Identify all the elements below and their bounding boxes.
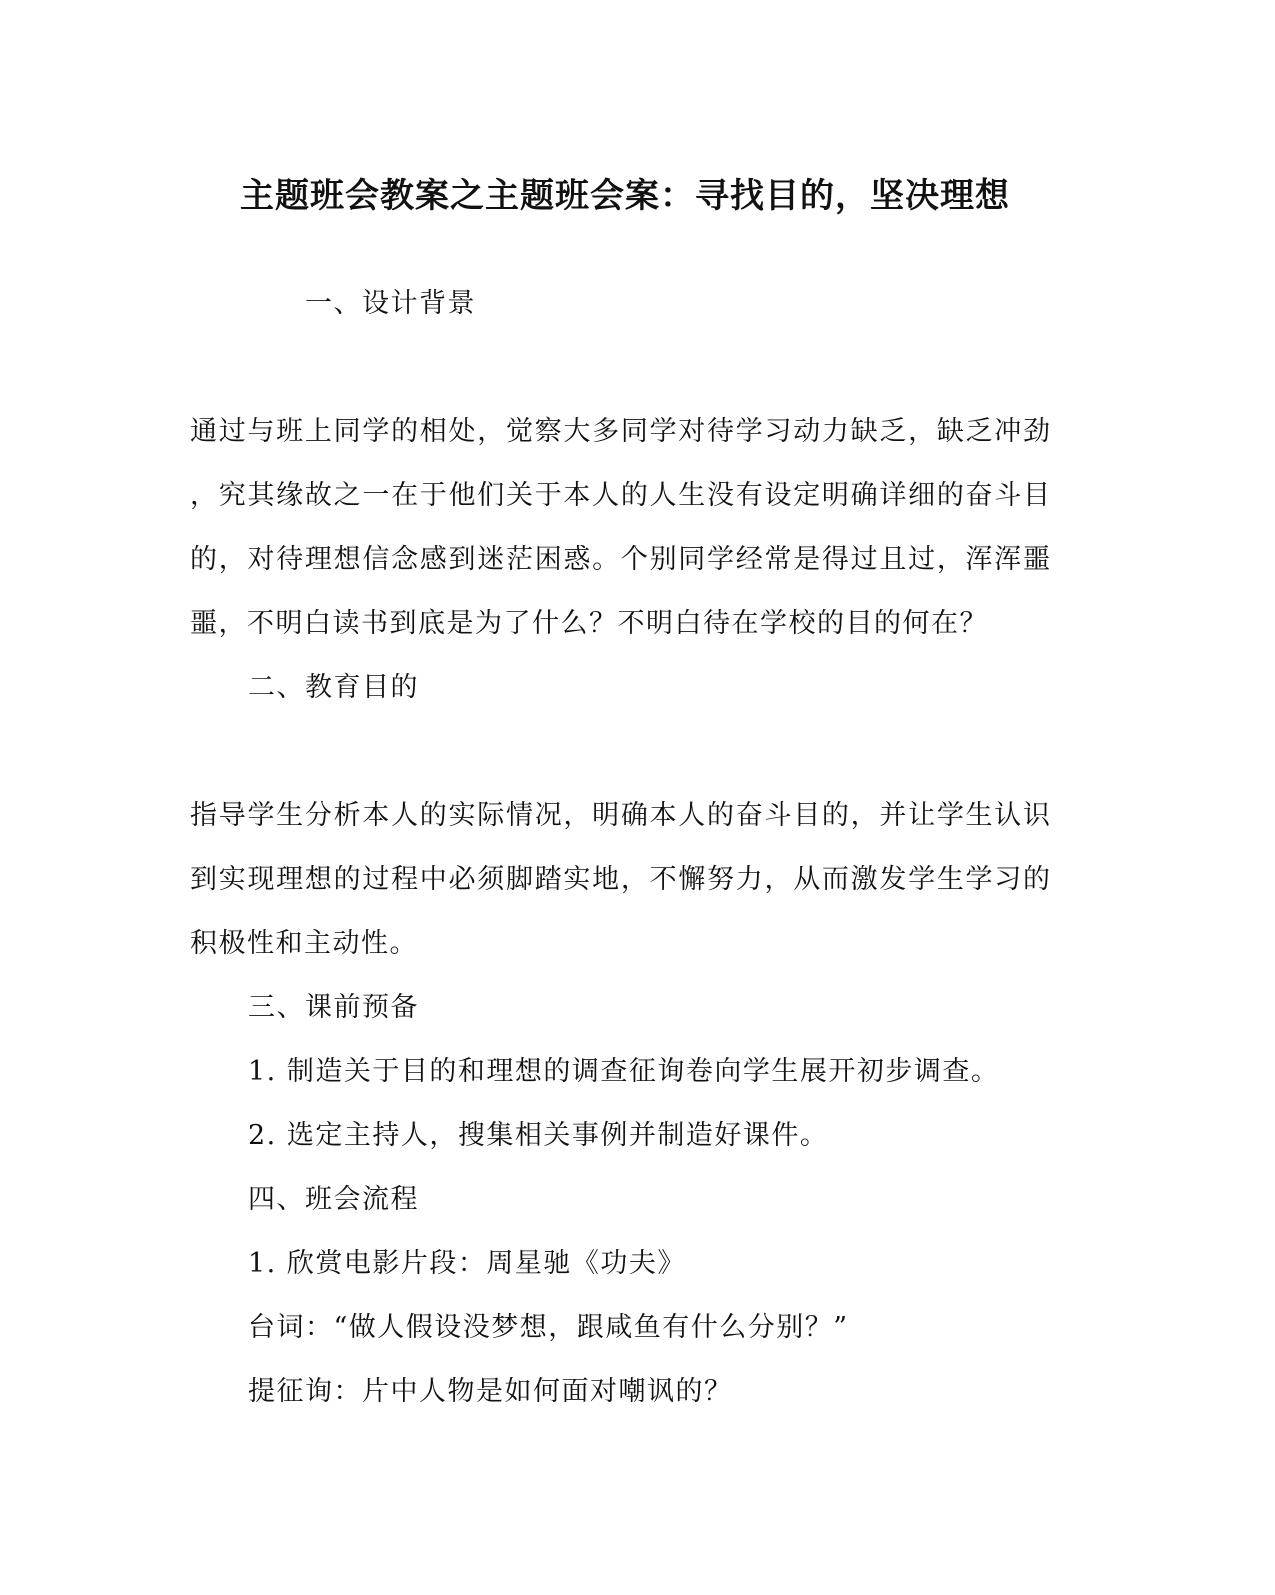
document-title: 主题班会教案之主题班会案：寻找目的，坚决理想	[240, 176, 1010, 216]
paragraph-line: ，究其缘故之一在于他们关于本人的人生没有设定明确详细的奋斗目	[190, 480, 1050, 511]
paragraph-line: 到实现理想的过程中必须脚踏实地，不懈努力，从而激发学生学习的	[190, 864, 1050, 895]
section-heading-design-background: 一、设计背景	[305, 288, 476, 319]
section-heading-education-goal: 二、教育目的	[248, 672, 419, 703]
list-item: 1. 欣赏电影片段：周星驰《功夫》	[248, 1248, 686, 1279]
list-item: 2. 选定主持人，搜集相关事例并制造好课件。	[248, 1120, 829, 1151]
paragraph-line: 通过与班上同学的相处，觉察大多同学对待学习动力缺乏，缺乏冲劲	[190, 416, 1050, 447]
paragraph-line: 积极性和主动性。	[190, 928, 418, 959]
paragraph-line: 指导学生分析本人的实际情况，明确本人的奋斗目的，并让学生认识	[190, 800, 1050, 831]
section-heading-preparation: 三、课前预备	[248, 992, 419, 1023]
question-line: 提征询：片中人物是如何面对嘲讽的？	[248, 1376, 733, 1407]
paragraph-line: 的，对待理想信念感到迷茫困惑。个别同学经常是得过且过，浑浑噩	[190, 544, 1050, 575]
list-item: 1. 制造关于目的和理想的调查征询卷向学生展开初步调查。	[248, 1056, 1000, 1087]
section-heading-meeting-process: 四、班会流程	[248, 1184, 419, 1215]
quote-line: 台词：“做人假设没梦想，跟咸鱼有什么分别？”	[248, 1312, 849, 1343]
paragraph-line: 噩，不明白读书到底是为了什么？不明白待在学校的目的何在？	[190, 608, 988, 639]
